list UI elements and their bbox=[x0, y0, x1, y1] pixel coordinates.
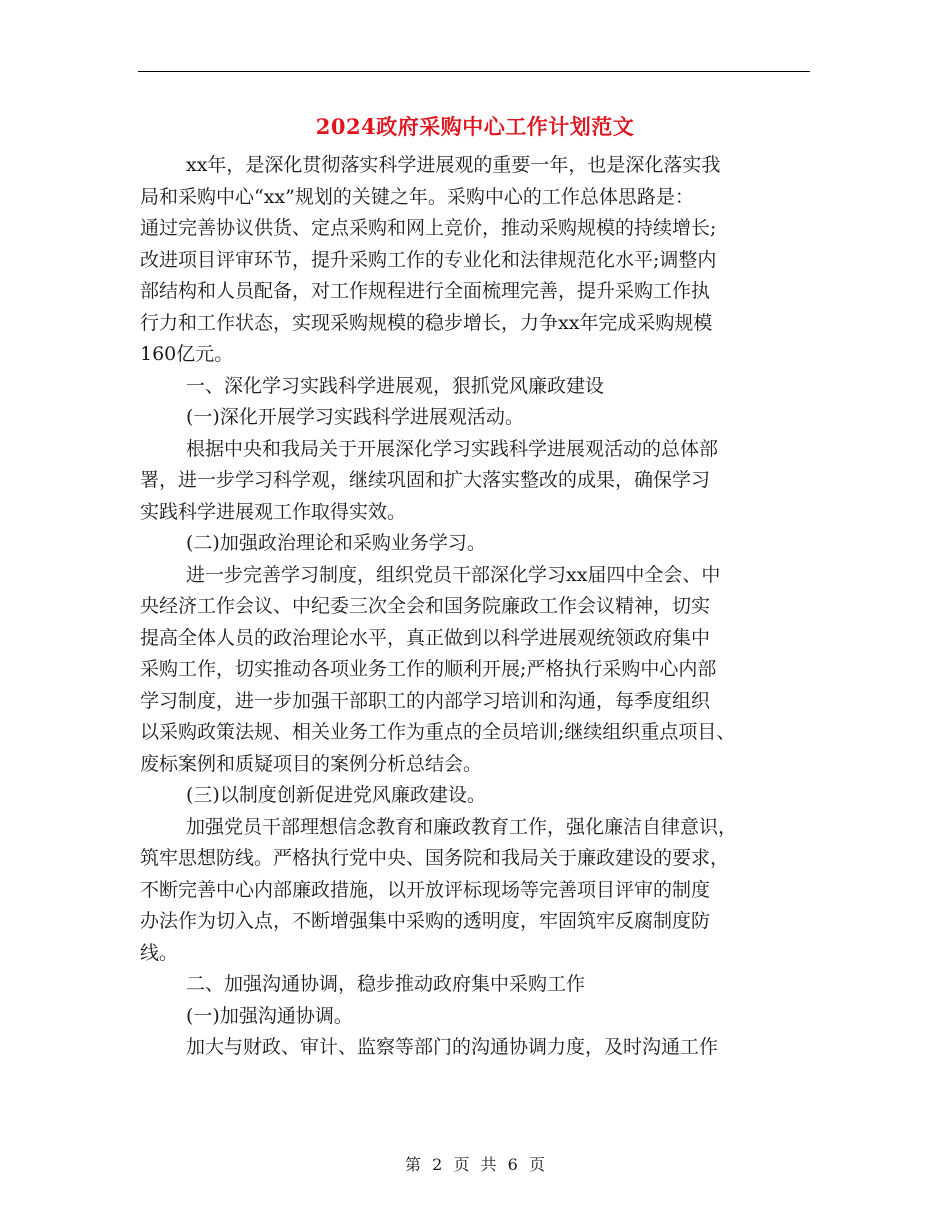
subsection-heading: (三)以制度创新促进党风廉政建设。 bbox=[186, 784, 486, 806]
body-line: 提高全体人员的政治理论水平，真正做到以科学进展观统领政府集中 bbox=[140, 626, 711, 649]
body-line: 采购工作，切实推动各项业务工作的顺利开展;严格执行采购中心内部 bbox=[140, 658, 717, 680]
body-line: xx年，是深化贯彻落实科学进展观的重要一年，也是深化落实我 bbox=[186, 154, 721, 176]
body-line: 办法作为切入点，不断增强集中采购的透明度，牢固筑牢反腐制度防 bbox=[140, 910, 711, 932]
footer-total-word: 共 bbox=[480, 1155, 497, 1174]
body-line: 加大与财政、审计、监察等部门的沟通协调力度，及时沟通工作 bbox=[186, 1036, 719, 1058]
footer-current-page: 2 bbox=[432, 1155, 443, 1174]
body-line: 以采购政策法规、相关业务工作为重点的全员培训;继续组织重点项目、 bbox=[140, 721, 736, 743]
body-line: 行力和工作状态，实现采购规模的稳步增长，力争xx年完成采购规模 bbox=[140, 311, 713, 334]
body-line: 署，进一步学习科学观，继续巩固和扩大落实整改的成果，确保学习 bbox=[140, 469, 711, 491]
footer-page-word-2: 页 bbox=[528, 1155, 545, 1174]
header-rule bbox=[138, 71, 810, 72]
subsection-heading: (一)加强沟通协调。 bbox=[186, 1004, 353, 1027]
body-line: 160亿元。 bbox=[140, 343, 234, 365]
body-line: 筑牢思想防线。严格执行党中央、国务院和我局关于廉政建设的要求， bbox=[140, 847, 730, 869]
body-line: 实践科学进展观工作取得实效。 bbox=[140, 500, 407, 523]
document-title: 2024政府采购中心工作计划范文 bbox=[315, 114, 635, 139]
body-line: 学习制度，进一步加强干部职工的内部学习培训和沟通，每季度组织 bbox=[140, 689, 711, 712]
body-line: 部结构和人员配备，对工作规程进行全面梳理完善，提升采购工作执 bbox=[140, 280, 711, 302]
body-line: 通过完善协议供货、定点采购和网上竞价，推动采购规模的持续增长; bbox=[140, 217, 717, 239]
body-line: 改进项目评审环节，提升采购工作的专业化和法律规范化水平;调整内 bbox=[140, 248, 717, 271]
body-line: 加强党员干部理想信念教育和廉政教育工作，强化廉洁自律意识， bbox=[186, 815, 738, 838]
body-line: 进一步完善学习制度，组织党员干部深化学习xx届四中全会、中 bbox=[186, 563, 721, 586]
footer-page-word: 页 bbox=[453, 1155, 470, 1174]
subsection-heading: (一)深化开展学习实践科学进展观活动。 bbox=[186, 406, 524, 428]
page-footer bbox=[0, 1153, 950, 1177]
section-heading: 二、加强沟通协调，稳步推动政府集中采购工作 bbox=[186, 973, 586, 995]
body-line: 根据中央和我局关于开展深化学习实践科学进展观活动的总体部 bbox=[186, 437, 719, 460]
footer-prefix: 第 bbox=[405, 1155, 422, 1174]
body-line: 央经济工作会议、中纪委三次全会和国务院廉政工作会议精神，切实 bbox=[140, 595, 711, 617]
subsection-heading: (二)加强政治理论和采购业务学习。 bbox=[186, 532, 486, 554]
body-line: 线。 bbox=[140, 941, 179, 964]
body-line: 不断完善中心内部廉政措施，以开放评标现场等完善项目评审的制度 bbox=[140, 878, 711, 901]
document-body bbox=[140, 150, 820, 1064]
body-line: 局和采购中心“xx”规划的关键之年。采购中心的工作总体思路是： bbox=[140, 185, 694, 208]
footer-total-pages: 6 bbox=[507, 1155, 518, 1174]
section-heading: 一、深化学习实践科学进展观，狠抓党风廉政建设 bbox=[186, 374, 605, 397]
body-line: 废标案例和质疑项目的案例分析总结会。 bbox=[140, 752, 483, 775]
